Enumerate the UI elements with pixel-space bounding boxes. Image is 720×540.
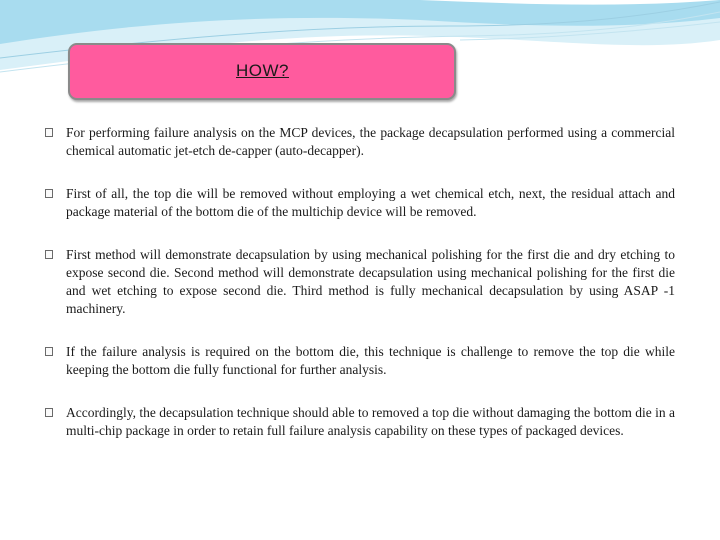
bullet-item [45,404,675,440]
bullet-text: First method will demonstrate decapsulation by using mechanical polishing for the first die and dry etching to expose second die. Second method will demonstrate decapsulation using mechanical polishing for the first die and wet etching to expose second die. Third method is fully mechanical decapsulation by using ASAP -1 machinery. [66,247,675,316]
bullet-text: Accordingly, the decapsulation technique should able to removed a top die without damaging the bottom die in a multi-chip package in order to retain full failure analysis capability on these types of packaged devices. [66,405,675,438]
square-box-icon [45,347,53,356]
bullet-item [45,343,675,379]
title-banner [68,43,456,100]
bullet-text: First of all, the top die will be removed without employing a wet chemical etch, next, the residual attach and package material of the bottom die of the multichip device will be removed. [66,186,675,219]
square-box-icon [45,189,53,198]
bullet-list [45,124,675,440]
bullet-item [45,246,675,318]
bullet-item [45,185,675,221]
square-box-icon [45,250,53,259]
square-box-icon [45,408,53,417]
bullet-item [45,124,675,160]
bullet-text: If the failure analysis is required on the bottom die, this technique is challenge to remove the top die while keeping the bottom die fully functional for further analysis. [66,344,675,377]
slide-title: HOW? [236,61,289,80]
square-box-icon [45,128,53,137]
bullet-text: For performing failure analysis on the MCP devices, the package decapsulation performed using a commercial chemical automatic jet-etch de-capper (auto-decapper). [66,125,675,158]
